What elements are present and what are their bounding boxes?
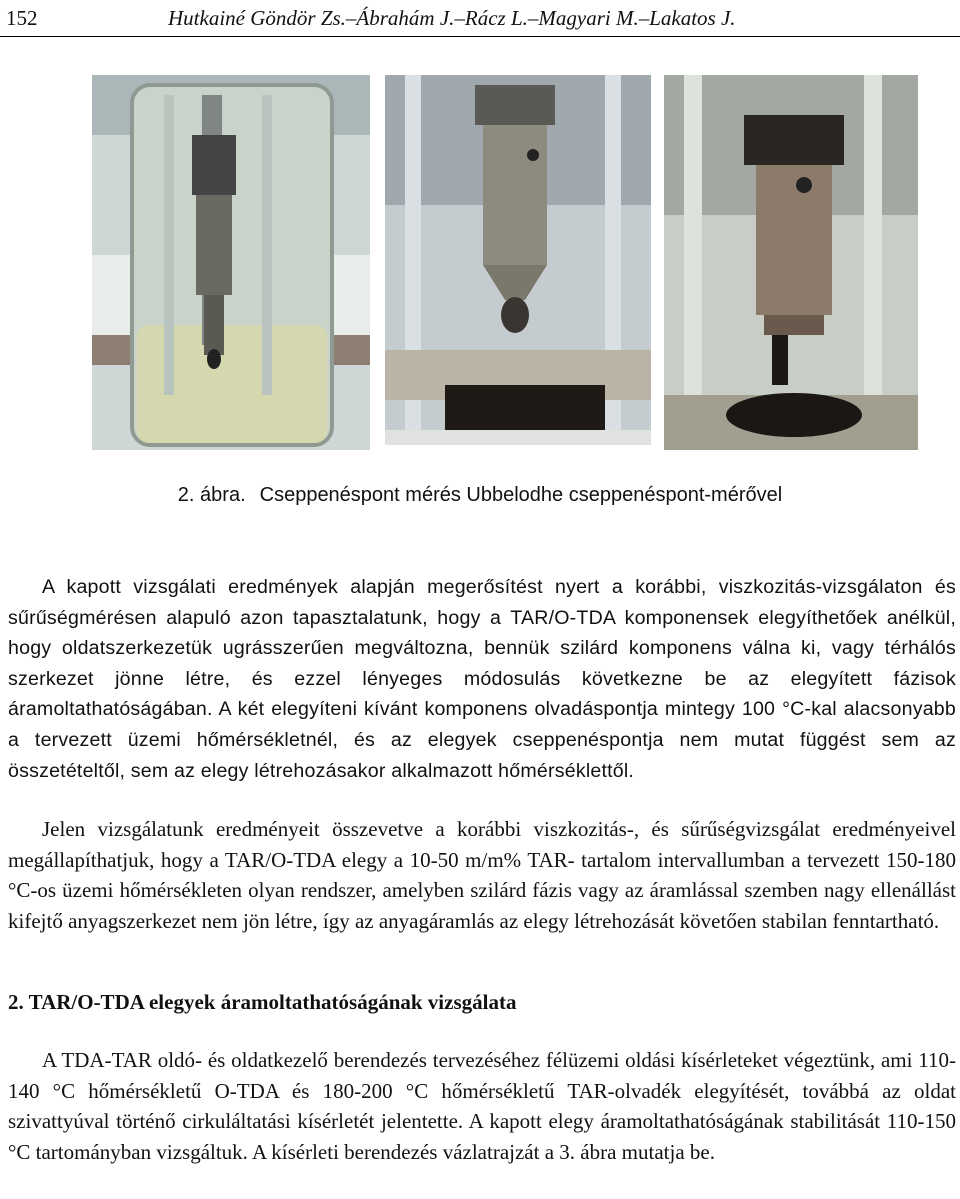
paragraph-3: A TDA-TAR oldó- és oldatkezelő berendezés tervezéséhez félüzemi oldási kísérleteket végeztünk, ami 110-140 °C hőmérsékletű O-TDA és 180-200 °C hőmérsékletű TAR-olvadék elegyítését, továbbá az oldat szivattyúval történő cirkuláltatási kísérletét jelentette. A kapott elegy áramoltathatóságának stabilitását 110-150 °C tartományban vizsgáltuk. A kísérleti berendezés vázlatrajzát a 3. ábra mutatja be. xyxy=(8,1048,956,1164)
photo-2 xyxy=(385,75,651,445)
page-header xyxy=(0,0,960,37)
paragraph-2: Jelen vizsgálatunk eredményeit összevetve a korábbi viszkozitás-, és sűrűségvizsgálat eredményeivel megállapíthatjuk, hogy a TAR/O-TDA elegy a 10-50 m/m% TAR- tartalom intervallumban a tervezett 150-180 °C-os üzemi hőmérsékleten olyan rendszer, amelyben szilárd fázis vagy az áramlással szemben nagy ellenállást kifejtő anyagszerkezet nem jön létre, így az anyagáramlás az elegy létrehozását követően stabilan fenntartható. xyxy=(8,817,956,933)
figure-label: 2. ábra. xyxy=(177,484,246,506)
page-number: 152 xyxy=(6,6,38,30)
photo-1 xyxy=(92,75,370,450)
section-heading: 2. TAR/O-TDA elegyek áramoltathatóságának vizsgálata xyxy=(8,990,517,1014)
figure-caption xyxy=(0,484,960,507)
paragraph-1: A kapott vizsgálati eredmények alapján megerősítést nyert a korábbi, viszkozitás-vizsgálaton és sűrűségmérésen alapuló azon tapasztalatunk, hogy a TAR/O-TDA komponensek elegyíthetőek anélkül, hogy oldatszerkezetük ugrásszerűen megváltozna, bennük szilárd komponens válna ki, vagy térhálós szerkezet jönne létre, és ezzel lényeges módosulás következne be az elegyített fázisok áramoltathatóságában. A két elegyíteni kívánt komponens olvadáspontja mintegy 100 °C-kal alacsonyabb a tervezett üzemi hőmérsékletnél, és az elegyek cseppenéspontja nem mutat függést sem az összetételtől, sem az elegy létrehozásakor alkalmazott hőmérséklettől. xyxy=(8,576,956,782)
photo-3 xyxy=(664,75,918,450)
figure-photos xyxy=(0,75,960,455)
figure-caption-text: Cseppenéspont mérés Ubbelodhe cseppenéspont-mérővel xyxy=(259,484,783,506)
running-head: Hutkainé Göndör Zs.–Ábrahám J.–Rácz L.–Magyari M.–Lakatos J. xyxy=(168,6,736,30)
